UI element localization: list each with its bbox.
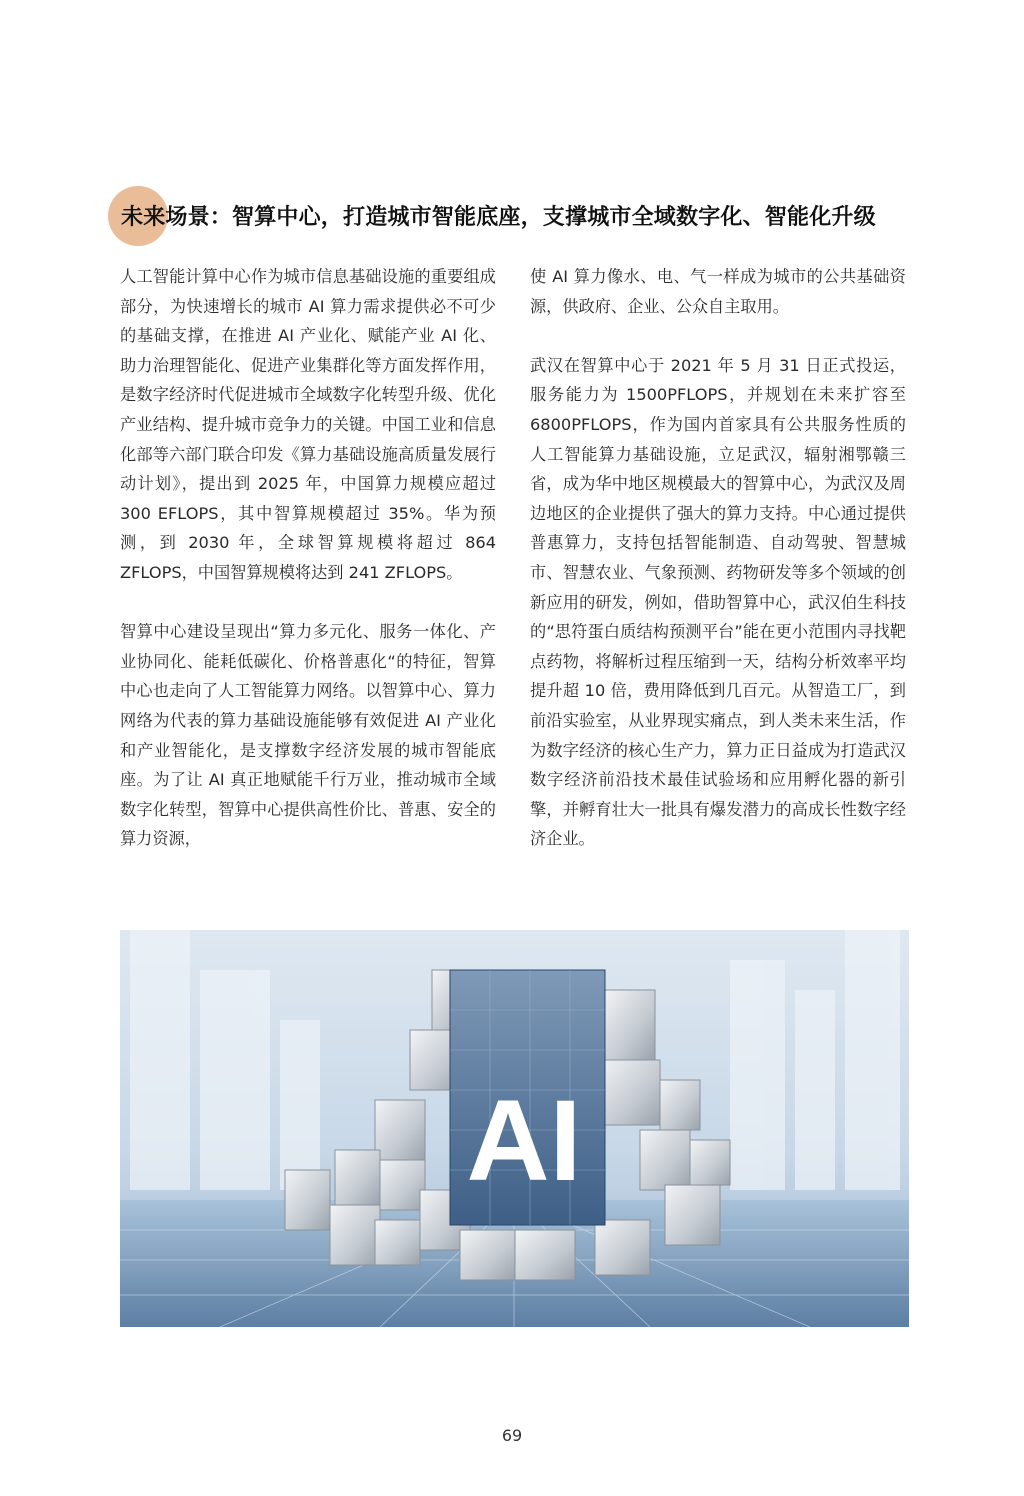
right-column — [530, 262, 906, 883]
left-paragraph-1: 人工智能计算中心作为城市信息基础设施的重要组成部分，为快速增长的城市 AI 算力需求提供必不可少的基础支撑，在推进 AI 产业化、赋能产业 AI 化、助力治理智能化、促进产业集群化等方面发挥作用，是数字经济时代促进城市全域数字化转型升级、优化产业结构、提升城市竞争力的关键。中国工业和信息化部等六部门联合印发《算力基础设施高质量发展行动计划》，提出到 2025 年，中国算力规模应超过 300 EFLOPS，其中智算规模超过 35%。华为预测，到 2030 年，全球智算规模将超过 864 ZFLOPS，中国智算规模将达到 241 ZFLOPS。 — [120, 267, 496, 582]
right-paragraph-1: 使 AI 算力像水、电、气一样成为城市的公共基础资源，供政府、企业、公众自主取用。 — [530, 267, 906, 316]
page-number: 69 — [501, 1426, 523, 1445]
section-heading — [108, 186, 908, 246]
ai-cubes-photo — [120, 930, 909, 1327]
right-paragraph-2: 武汉在智算中心于 2021 年 5 月 31 日正式投运，服务能力为 1500PFLOPS，并规划在未来扩容至 6800PFLOPS，作为国内首家具有公共服务性质的人工智能算力基础设施，立足武汉，辐射湘鄂赣三省，成为华中地区规模最大的智算中心，为武汉及周边地区的企业提供了强大的算力支持。中心通过提供普惠算力，支持包括智能制造、自动驾驶、智慧城市、智慧农业、气象预测、药物研发等多个领域的创新应用的研发，例如，借助智算中心，武汉伯生科技的“思符蛋白质结构预测平台”能在更小范围内寻找靶点药物，将解析过程压缩到一天，结构分析效率平均提升超 10 倍，费用降低到几百元。从智造工厂，到前沿实验室，从业界现实痛点，到人类未来生活，作为数字经济的核心生产力，算力正日益成为打造武汉数字经济前沿技术最佳试验场和应用孵化器的新引擎，并孵育壮大一批具有爆发潜力的高成长性数字经济企业。 — [530, 355, 906, 849]
heading-text: 未来场景：智算中心，打造城市智能底座，支撑城市全域数字化、智能化升级 — [121, 205, 876, 230]
left-column — [120, 262, 496, 883]
left-paragraph-2: 智算中心建设呈现出“算力多元化、服务一体化、产业协同化、能耗低碳化、价格普惠化“的特征，智算中心也走向了人工智能算力网络。以智算中心、算力网络为代表的算力基础设施能够有效促进 AI 产业化和产业智能化，是支撑数字经济发展的城市智能底座。为了让 AI 真正地赋能千行万业，推动城市全域数字化转型，智算中心提供高性价比、普惠、安全的算力资源， — [120, 622, 496, 849]
ai-logo-text: AI — [466, 1077, 582, 1205]
